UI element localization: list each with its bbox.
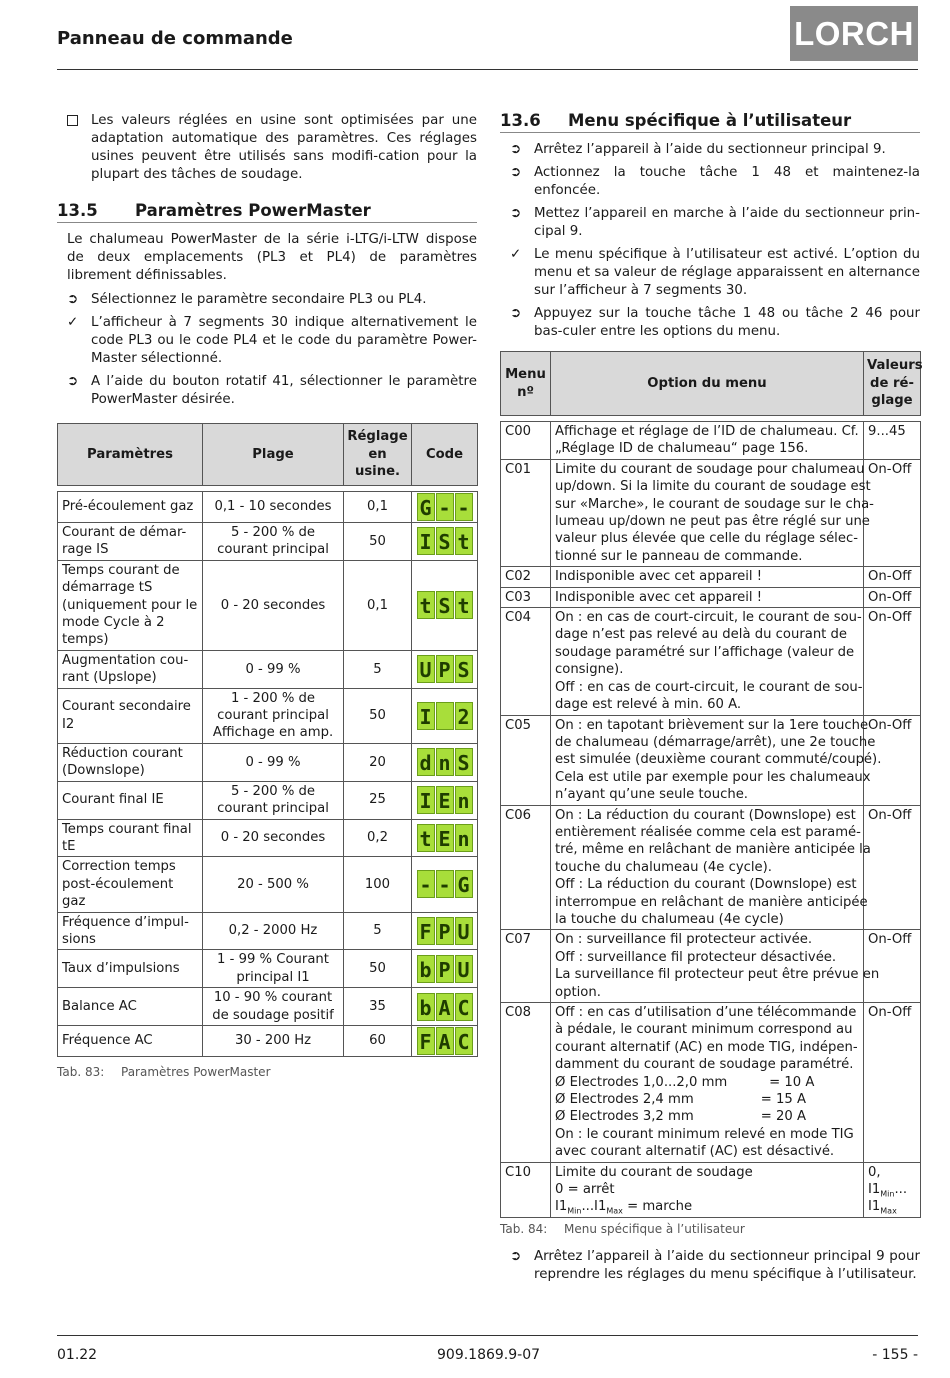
cell-param: Taux d’impulsions (58, 950, 203, 988)
seven-segment-display (417, 786, 473, 814)
segment-digit: E (436, 824, 454, 852)
segment-digit: U (455, 917, 473, 945)
option-line: valeur plus élevée que celle du réglage sélec- (555, 531, 858, 547)
table-row (501, 567, 921, 587)
instruction-step (57, 373, 477, 409)
arrow-icon: ➲ (510, 165, 522, 180)
cell-range: 0 - 20 secondes (203, 560, 344, 650)
option-line: On : surveillance fil protecteur activée. (555, 932, 813, 948)
option-line: la touche du chalumeau (4e cycle) (555, 911, 784, 927)
seven-segment-display (417, 748, 473, 776)
option-line: On : en cas de court-circuit, le courant de sou- (555, 610, 862, 626)
table-row (501, 608, 921, 715)
segment-digit: S (455, 748, 473, 776)
menu-value: On-Off (864, 715, 921, 805)
cell-value: 35 (344, 988, 412, 1026)
seven-segment-display (417, 493, 473, 521)
section-title: Paramètres PowerMaster (135, 201, 371, 220)
page-header (57, 6, 918, 70)
cell-value: 0,1 (344, 560, 412, 650)
cell-value: 50 (344, 523, 412, 561)
table-row (58, 781, 478, 819)
caption-label: Tab. 83: (57, 1064, 105, 1079)
option-line: avec courant alternatif (AC) est désactivé. (555, 1144, 835, 1160)
section-heading-13-5 (57, 202, 477, 223)
caption-label: Tab. 84: (500, 1221, 548, 1236)
menu-value: On-Off (864, 459, 921, 566)
powermaster-table (57, 423, 478, 1057)
cell-code (412, 857, 478, 912)
left-steps (57, 291, 477, 409)
menu-code: C02 (501, 567, 551, 587)
instruction-step (500, 164, 920, 200)
seven-segment-display (417, 702, 473, 730)
menu-code: C00 (501, 422, 551, 460)
segment-digit: t (417, 591, 435, 619)
table-row (58, 857, 478, 912)
instruction-step (500, 246, 920, 300)
segment-digit: A (436, 993, 454, 1021)
table-row (58, 492, 478, 523)
segment-digit: P (436, 917, 454, 945)
option-line: Ø Electrodes 1,0...2,0 mm = 10 A (555, 1074, 815, 1090)
cell-code (412, 781, 478, 819)
cell-value: 0,2 (344, 819, 412, 857)
cell-param: Courant secondaire I2 (58, 688, 203, 743)
user-menu-table (500, 351, 921, 1218)
caption-text: Menu spécifique à l’utilisateur (564, 1221, 745, 1236)
seven-segment-display (417, 870, 473, 898)
segment-digit: - (417, 870, 435, 898)
option-line: Affichage et réglage de l’ID de chalumeau. Cf. (555, 424, 859, 439)
segment-digit: F (417, 917, 435, 945)
menu-option (551, 422, 864, 460)
option-line: interrompue en relâchant de manière anticipée (555, 894, 868, 910)
table-row (501, 930, 921, 1003)
table-caption (57, 1063, 477, 1081)
step-text: Arrêtez l’appareil à l’aide du sectionneur principal 9. (534, 142, 886, 157)
cell-param: Fréquence d’impul-sions (58, 912, 203, 950)
option-line: n’ayant qu’une seule touche. (555, 787, 749, 803)
step-text: Mettez l’appareil en marche à l’aide du sectionneur prin-cipal 9. (534, 206, 920, 239)
cell-param: Temps courant de démarrage tS (uniquement pour le mode Cycle à 2 temps) (58, 560, 203, 650)
menu-code: C01 (501, 459, 551, 566)
checkbox-icon (67, 112, 85, 132)
cell-range: 0,2 - 2000 Hz (203, 912, 344, 950)
table-row-c10 (501, 1162, 921, 1217)
segment-digit: I (417, 786, 435, 814)
cell-value: 60 (344, 1025, 412, 1056)
seven-segment-display (417, 917, 473, 945)
cell-range: 0 - 99 % (203, 743, 344, 781)
step-text: Actionnez la touche tâche 1 48 et maintenez-la enfoncée. (534, 165, 920, 198)
option-line: 0 = arrêt (555, 1182, 615, 1198)
cell-code (412, 743, 478, 781)
section-number: 13.6 (500, 111, 541, 130)
option-line: Indisponible avec cet appareil ! (555, 589, 763, 605)
seven-segment-display (417, 591, 473, 619)
cell-range: 0 - 99 % (203, 650, 344, 688)
arrow-icon: ➲ (510, 306, 522, 321)
cell-range: 1 - 99 % Courant principal I1 (203, 950, 344, 988)
menu-value: On-Off (864, 1003, 921, 1163)
cell-code (412, 950, 478, 988)
seven-segment-display (417, 824, 473, 852)
menu-option (551, 459, 874, 566)
menu-value: On-Off (864, 587, 921, 607)
segment-digit: C (455, 993, 473, 1021)
cell-range: 5 - 200 % de courant principal (203, 523, 344, 561)
segment-digit: F (417, 1027, 435, 1055)
table-header-row (58, 424, 478, 486)
option-line: Indisponible avec cet appareil ! (555, 569, 763, 585)
segment-digit: U (417, 655, 435, 683)
step-text: Appuyez sur la touche tâche 1 48 ou tâche 2 46 pour bas-culer entre les options du menu. (534, 306, 920, 339)
segment-digit: - (436, 493, 454, 521)
table-row (58, 650, 478, 688)
cell-range: 20 - 500 % (203, 857, 344, 912)
option-line: est simulée (deuxième courant commuté/coupé). (555, 752, 882, 768)
seven-segment-display (417, 955, 473, 983)
cell-param: Fréquence AC (58, 1025, 203, 1056)
final-step-text: Arrêtez l’appareil à l’aide du sectionneur principal 9 pour reprendre les réglages du menu spécifique à l’utilisateur. (534, 1248, 920, 1282)
cell-value: 25 (344, 781, 412, 819)
segment-digit: E (436, 786, 454, 814)
cell-code (412, 688, 478, 743)
instruction-step (500, 205, 920, 241)
option-line: Limite du courant de soudage (555, 1164, 753, 1180)
segment-digit: t (455, 591, 473, 619)
menu-code: C08 (501, 1003, 551, 1163)
menu-option (551, 715, 882, 805)
segment-digit: S (436, 591, 454, 619)
intro-item (57, 112, 477, 184)
page-title: Panneau de commande (57, 28, 293, 49)
seven-segment-display (417, 993, 473, 1021)
cell-range: 0,1 - 10 secondes (203, 492, 344, 523)
instruction-step (57, 291, 477, 309)
table-row (58, 523, 478, 561)
menu-option (551, 587, 864, 607)
option-line: On : La réduction du courant (Downslope) est (555, 807, 856, 823)
section-title: Menu spécifique à l’utilisateur (568, 111, 852, 130)
table-row (58, 560, 478, 650)
cell-range: 1 - 200 % de courant principal Affichage en amp. (203, 688, 344, 743)
segment-digit: t (455, 527, 473, 555)
cell-param: Pré-écoulement gaz (58, 492, 203, 523)
option-line: Off : surveillance fil protecteur désactivée. (555, 949, 837, 965)
table-row (501, 422, 921, 460)
menu-option (551, 1003, 864, 1163)
menu-option (551, 567, 864, 587)
segment-digit: U (455, 955, 473, 983)
lorch-logo: LORCH (790, 6, 918, 61)
segment-digit: C (455, 1027, 473, 1055)
page-footer (57, 1335, 918, 1363)
option-line: On : en tapotant brièvement sur la 1ere touche (555, 717, 869, 733)
step-text: Sélectionnez le paramètre secondaire PL3 ou PL4. (91, 292, 427, 307)
cell-param: Augmentation cou-rant (Upslope) (58, 650, 203, 688)
segment-digit: A (436, 1027, 454, 1055)
cell-code (412, 1025, 478, 1056)
step-text: L’afficheur à 7 segments 30 indique alternativement le code PL3 ou le code PL4 et le code du paramètre Power-Master sélectionné. (91, 315, 477, 366)
checkmark-icon: ✓ (67, 315, 79, 330)
right-column (500, 111, 923, 1289)
cell-range: 10 - 90 % courant de soudage positif (203, 988, 344, 1026)
footer-doc-number: 909.1869.9-07 (437, 1347, 541, 1363)
table-row (58, 950, 478, 988)
option-line: consigne). (555, 662, 624, 678)
option-line: On : le courant minimum relevé en mode TIG (555, 1126, 854, 1142)
option-line: Ø Electrodes 3,2 mm = 20 A (555, 1109, 807, 1125)
segment-digit: t (417, 824, 435, 852)
cell-param: Courant de démar-rage IS (58, 523, 203, 561)
footer-date: 01.22 (57, 1347, 98, 1363)
option-line: „Réglage ID de chalumeau“ page 156. (555, 441, 809, 457)
menu-value: 9...45 (864, 422, 921, 460)
table-row (58, 1025, 478, 1056)
cell-range: 5 - 200 % de courant principal (203, 781, 344, 819)
menu-code: C07 (501, 930, 551, 1003)
header-parametres: Paramètres (58, 424, 203, 486)
segment-digit: G (417, 493, 435, 521)
option-line: Off : en cas d’utilisation d’une télécommande (555, 1005, 857, 1020)
right-steps (500, 141, 920, 341)
cell-code (412, 988, 478, 1026)
segment-digit: n (455, 824, 473, 852)
menu-value: On-Off (864, 805, 921, 930)
intro-text: Les valeurs réglées en usine sont optimisées par une adaptation automatique des paramètres. Ces réglages usines peuvent être utilisés sans modifi-cation pour la plupart des tâches de soudage. (91, 113, 477, 182)
segment-digit: I (417, 527, 435, 555)
table-row (58, 988, 478, 1026)
cell-value: 20 (344, 743, 412, 781)
footer-page-number: - 155 - (872, 1347, 918, 1363)
cell-code (412, 492, 478, 523)
instruction-step (500, 141, 920, 159)
segment-digit: n (455, 786, 473, 814)
menu-value: On-Off (864, 567, 921, 587)
seven-segment-display (417, 1027, 473, 1055)
option-line: option. (555, 984, 601, 1000)
cell-value: 5 (344, 912, 412, 950)
table-header-row (501, 352, 921, 416)
cell-code (412, 912, 478, 950)
cell-param: Correction temps post-écoulement gaz (58, 857, 203, 912)
table-caption (500, 1220, 920, 1238)
table-row (58, 912, 478, 950)
instruction-step (500, 305, 920, 341)
table-row (58, 688, 478, 743)
cell-param: Réduction courant (Downslope) (58, 743, 203, 781)
menu-code: C03 (501, 587, 551, 607)
cell-value: 100 (344, 857, 412, 912)
option-line: Limite du courant de soudage pour chalumeau (555, 461, 865, 477)
segment-digit: d (417, 748, 435, 776)
checkmark-icon: ✓ (510, 247, 522, 262)
menu-code: C04 (501, 608, 551, 715)
option-line: entièrement réalisée comme cela est paramé- (555, 824, 861, 840)
option-line: up/down. Si la limite du courant de soudage est (555, 479, 871, 495)
option-line: tionné sur le panneau de commande. (555, 548, 803, 564)
cell-code (412, 650, 478, 688)
cell-param: Balance AC (58, 988, 203, 1026)
header-reglage: Réglage en usine. (344, 424, 412, 486)
segment-digit: S (436, 527, 454, 555)
table-row (58, 819, 478, 857)
header-option: Option du menu (551, 352, 864, 416)
arrow-icon: ➲ (510, 1248, 522, 1264)
segment-digit: P (436, 955, 454, 983)
segment-digit: P (436, 655, 454, 683)
option-line: tré, même en relâchant de manière anticipée la (555, 842, 871, 858)
seven-segment-display (417, 527, 473, 555)
segment-digit (436, 702, 454, 730)
cell-code (412, 819, 478, 857)
left-column (57, 112, 477, 1081)
table-row (501, 459, 921, 566)
menu-option (551, 930, 880, 1003)
segment-digit: S (455, 655, 473, 683)
segment-digit: 2 (455, 702, 473, 730)
menu-option (551, 608, 864, 715)
section-heading-13-6 (500, 112, 920, 133)
segment-digit: b (417, 955, 435, 983)
option-line: lumeau up/down ne peut pas être réglé sur une (555, 514, 870, 530)
header-code: Code (412, 424, 478, 486)
option-line: Off : en cas de court-circuit, le courant de sou- (555, 679, 863, 695)
cell-value: 5 (344, 650, 412, 688)
cell-range: 0 - 20 secondes (203, 819, 344, 857)
menu-value: On-Off (864, 930, 921, 1003)
arrow-icon: ➲ (510, 206, 522, 221)
arrow-icon: ➲ (67, 374, 79, 389)
menu-option (551, 1162, 864, 1217)
step-text: A l’aide du bouton rotatif 41, sélectionner le paramètre PowerMaster désirée. (91, 374, 477, 407)
segment-digit: G (455, 870, 473, 898)
cell-code (412, 523, 478, 561)
segment-digit: - (455, 493, 473, 521)
cell-param: Courant final IE (58, 781, 203, 819)
option-line: La surveillance fil protecteur peut être prévue en (555, 967, 880, 983)
table-row (501, 715, 921, 805)
option-line: $I1_{Min}...I1_{Max}$ = marche (555, 1199, 693, 1217)
segment-digit: b (417, 993, 435, 1021)
menu-option (551, 805, 871, 930)
section-paragraph: Le chalumeau PowerMaster de la série i-LTG/i-LTW dispose de deux emplacements (PL3 et PL4) de paramètres librement définissables. (67, 232, 477, 283)
option-line: sur «Marche», le courant de soudage sur le cha- (555, 496, 874, 512)
segment-digit: n (436, 748, 454, 776)
option-line: Ø Electrodes 2,4 mm = 15 A (555, 1092, 807, 1108)
option-line: Off : La réduction du courant (Downslope) est (555, 877, 857, 893)
cell-value: 50 (344, 688, 412, 743)
option-line: courant alternatif (AC) en mode TIG, indépen- (555, 1039, 858, 1055)
menu-code: C06 (501, 805, 551, 930)
segment-digit: - (436, 870, 454, 898)
instruction-step (57, 314, 477, 368)
cell-code (412, 560, 478, 650)
caption-text: Paramètres PowerMaster (121, 1064, 271, 1079)
header-plage: Plage (203, 424, 344, 486)
table-row (58, 743, 478, 781)
option-line: touche du chalumeau (4e cycle). (555, 859, 772, 875)
header-menu: Menu nº (501, 352, 551, 416)
menu-value: On-Off (864, 608, 921, 715)
cell-value: 50 (344, 950, 412, 988)
step-text: Le menu spécifique à l’utilisateur est activé. L’option du menu et sa valeur de réglage apparaissent en alternance sur l’afficheur à 7 segments 30. (534, 247, 920, 298)
segment-digit: I (417, 702, 435, 730)
menu-code: C10 (501, 1162, 551, 1217)
option-line: damment du courant de soudage paramétré. (555, 1057, 854, 1073)
option-line: dage est relevé à min. 60 A. (555, 697, 742, 713)
option-line: de chalumeau (démarrage/arrêt), une 2e touche (555, 734, 876, 750)
option-line: à pédale, le courant minimum correspond au (555, 1022, 853, 1038)
final-step (500, 1248, 920, 1284)
menu-code: C05 (501, 715, 551, 805)
table-row (501, 1003, 921, 1163)
menu-value: 0, $I1_{Min}$... $I1_{Max}$ (864, 1162, 921, 1217)
seven-segment-display (417, 655, 473, 683)
option-line: dage n’est pas relevé au delà du courant de (555, 627, 848, 643)
table-row (501, 805, 921, 930)
table-row (501, 587, 921, 607)
option-line: Cela est utile par exemple pour les chalumeaux (555, 769, 871, 785)
option-line: soudage paramétré sur l’affichage (valeur de (555, 644, 855, 660)
arrow-icon: ➲ (67, 292, 79, 307)
section-number: 13.5 (57, 201, 98, 220)
header-valeurs: Valeurs de ré-glage (864, 352, 921, 416)
cell-param: Temps courant final tE (58, 819, 203, 857)
arrow-icon: ➲ (510, 142, 522, 157)
cell-value: 0,1 (344, 492, 412, 523)
cell-range: 30 - 200 Hz (203, 1025, 344, 1056)
